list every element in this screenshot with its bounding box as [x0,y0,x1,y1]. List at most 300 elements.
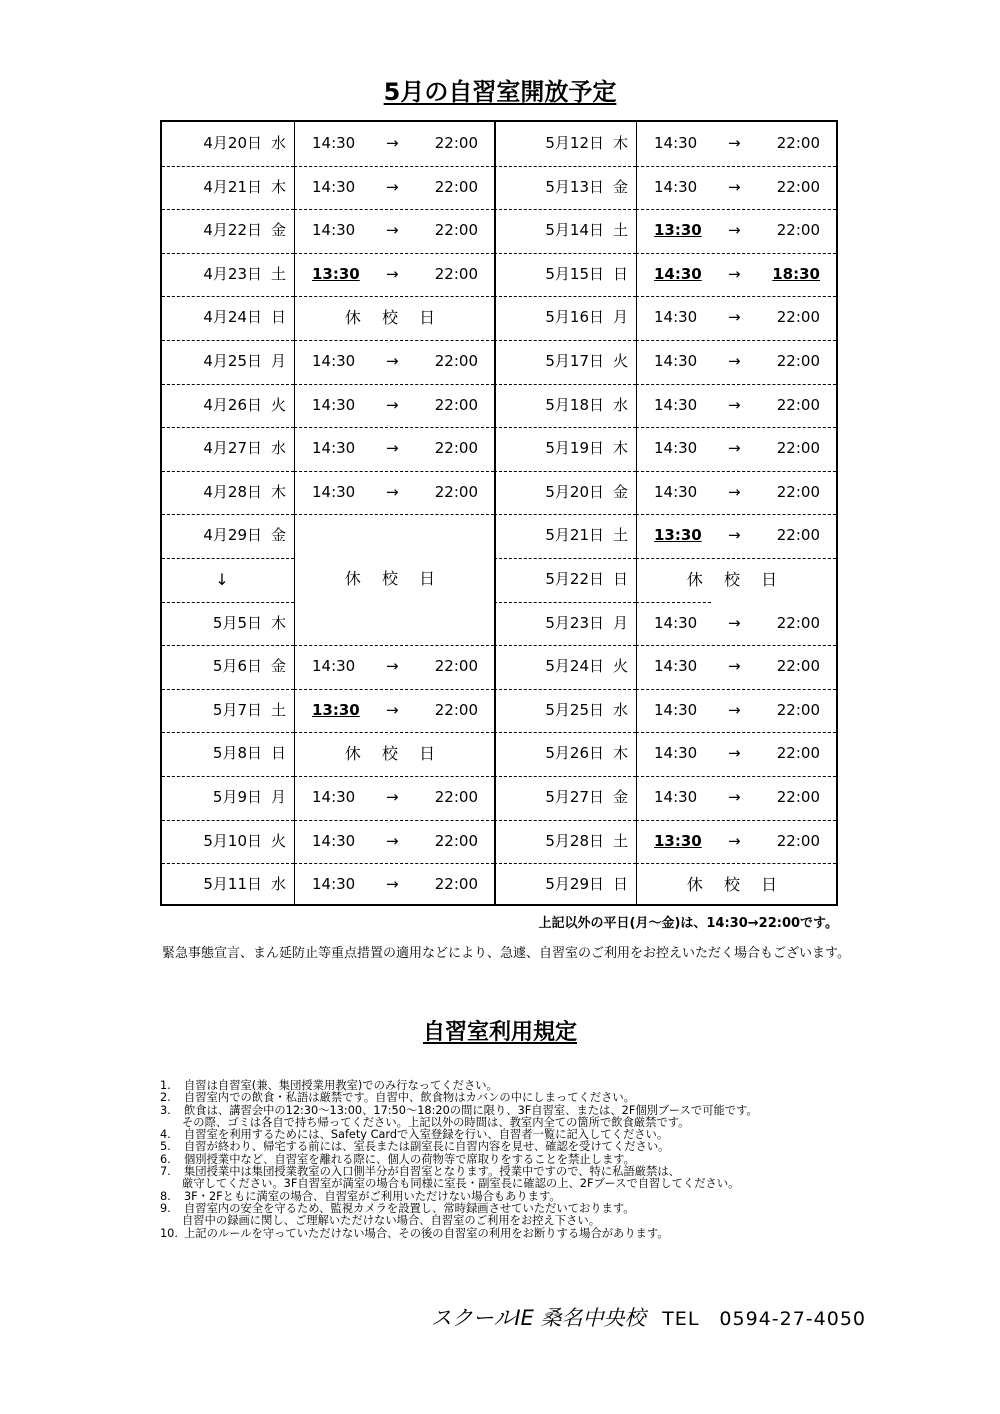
row-divider [162,820,294,821]
weekday-label: 月 [612,308,628,327]
rule-text: 上記のルールを守っていただけない場合、その後の自習室の利用をお断りする場合があります。 [184,1226,669,1240]
start-time: 14:30 [312,177,356,196]
date-cell [162,384,294,428]
row-divider [494,689,636,690]
time-cell [636,253,836,297]
date-cell [162,863,294,907]
row-divider [494,384,636,385]
end-time: 22:00 [776,526,820,545]
date-cell [162,340,294,384]
date-label: 5月9日 [212,788,262,806]
end-time: 22:00 [776,744,820,763]
start-time: 14:30 [654,308,698,327]
arrow-icon: → [728,831,741,850]
row-divider [636,209,836,210]
time-cell [294,863,494,907]
start-time: 14:30 [654,788,698,806]
date-cell [162,296,294,340]
row-divider [294,384,494,385]
end-time: 22:00 [434,875,478,894]
row-divider [162,558,294,559]
rule-number: 2. [160,1091,171,1105]
school-name: スクールIE 桑名中央校 [430,1306,646,1330]
weekday-label: 金 [612,788,628,806]
arrow-icon: → [386,788,399,806]
date-label: 5月21日 [545,526,604,545]
date-label: 4月27日 [203,439,262,458]
arrow-icon: → [728,352,741,370]
row-divider [636,732,836,733]
weekday-label: 日 [270,744,286,763]
row-divider [494,602,636,603]
row-divider [162,689,294,690]
end-time: 22:00 [776,177,820,196]
date-cell [494,471,636,515]
start-time: 13:30 [654,831,702,850]
start-time: 14:30 [654,177,698,196]
date-label: 4月24日 [203,308,262,327]
arrow-icon: → [728,526,741,545]
start-time: 14:30 [654,134,698,152]
time-cell [294,122,494,166]
rules-list [160,1080,850,1240]
arrow-icon: → [386,134,399,152]
weekday-label: 土 [270,264,286,283]
row-divider [494,514,636,515]
row-divider [494,732,636,733]
row-divider [636,602,711,603]
weekday-label: 月 [612,613,628,632]
time-cell [636,122,836,166]
date-label: 5月6日 [212,657,262,676]
row-divider [636,863,836,864]
date-label: 5月25日 [545,700,604,719]
arrow-icon: → [386,657,399,676]
date-cell [494,820,636,864]
end-time: 22:00 [776,308,820,327]
time-cell [294,820,494,864]
rule-text: 3F・2Fともに満室の場合、自習室がご利用いただけない場合もあります。 [184,1189,561,1203]
arrow-icon: → [728,264,741,283]
date-label: 5月17日 [545,352,604,370]
arrow-icon: → [386,221,399,240]
row-divider [162,340,294,341]
date-label: 4月28日 [203,482,262,501]
weekday-label: 木 [612,744,628,763]
date-label: 5月15日 [545,264,604,283]
down-arrow: ↓ [215,570,229,589]
row-divider [494,296,636,297]
weekday-note: 上記以外の平日(月～金)は、14:30→22:00です。 [538,916,838,931]
row-divider [636,166,836,167]
start-time: 14:30 [654,613,698,632]
row-divider [162,166,294,167]
rule-number: 8. [160,1189,171,1203]
arrow-icon: → [728,308,741,327]
start-time: 14:30 [312,657,356,676]
row-divider [636,820,836,821]
time-cell [294,776,494,820]
row-divider [494,471,636,472]
date-cell [162,820,294,864]
date-cell [162,514,294,558]
date-cell [494,340,636,384]
schedule-title: 5月の自習室開放予定 [383,78,617,106]
date-label: 4月25日 [203,352,262,370]
arrow-icon: → [728,657,741,676]
rule-text: 個別授業中など、自習室を離れる際に、個人の荷物等で席取りをすることを禁止します。 [184,1152,635,1166]
end-time: 22:00 [434,352,478,370]
row-divider [162,732,294,733]
date-label: 5月8日 [212,744,262,763]
start-time: 14:30 [312,352,356,370]
end-time: 22:00 [434,657,478,676]
row-divider [636,384,836,385]
weekday-label: 火 [612,657,628,676]
row-divider [494,776,636,777]
date-cell [494,384,636,428]
row-divider [294,514,494,515]
arrow-icon: → [386,264,399,283]
date-cell [494,253,636,297]
date-cell [494,689,636,733]
rule-text: その際、ゴミは各自で持ち帰ってください。上記以外の時間は、教室内全ての箇所で飲食厳禁です。 [182,1115,690,1129]
start-time: 14:30 [654,657,698,676]
weekday-label: 金 [612,177,628,196]
weekday-label: 火 [270,395,286,414]
rule-number: 10. [160,1226,178,1240]
row-divider [636,427,836,428]
date-label: 4月29日 [203,526,262,545]
schedule-table [160,120,838,906]
row-divider [162,863,294,864]
weekday-label: 金 [270,526,286,545]
arrow-icon: → [728,177,741,196]
rule-number: 4. [160,1128,171,1142]
start-time: 14:30 [654,352,698,370]
date-cell [162,122,294,166]
start-time: 13:30 [312,700,360,719]
time-cell [636,209,836,253]
date-cell [494,209,636,253]
rule-text: 自習室を利用するためには、Safety Cardで入室登録を行い、自習者一覧に記入してください。 [184,1128,669,1142]
arrow-icon: → [728,221,741,240]
rule-text: 自習は自習室(兼、集団授業用教室)でのみ行なってください。 [184,1079,498,1092]
row-divider [162,296,294,297]
end-time: 22:00 [776,700,820,719]
weekday-label: 火 [612,352,628,370]
row-divider [294,776,494,777]
rules-title: 自習室利用規定 [422,1020,577,1045]
row-divider [636,471,836,472]
weekday-label: 土 [612,831,628,850]
date-label: 5月23日 [545,613,604,632]
date-cell [494,776,636,820]
weekday-label: 火 [270,831,286,850]
arrow-icon: → [386,482,399,501]
row-divider [294,340,494,341]
date-label: 5月20日 [545,482,604,501]
row-divider [294,863,494,864]
weekday-label: 金 [612,482,628,501]
rule-text: 厳守してください。3F自習室が満室の場合も同様に室長・副室長に確認の上、2Fブースで自習してください。 [182,1177,740,1191]
start-time: 14:30 [312,875,356,894]
rule-text: 自習中の録画に関し、ご理解いただけない場合、自習室のご利用をお控え下さい。 [182,1214,600,1228]
weekday-label: 水 [270,875,286,894]
rule-text: 自習室内での飲食・私語は厳禁です。自習中、飲食物はカバンの中にしまってください。 [184,1091,635,1105]
arrow-icon: → [728,395,741,414]
weekday-label: 土 [612,221,628,240]
rule-text: 自習室内の安全を守るため、監視カメラを設置し、常時録画させていただいております。 [184,1201,635,1215]
end-time: 22:00 [776,439,820,458]
date-label: 5月11日 [203,875,262,894]
date-cell [494,732,636,776]
date-cell [162,471,294,515]
arrow-icon: → [386,395,399,414]
date-label: 5月16日 [545,308,604,327]
weekday-label: 日 [270,308,286,327]
end-time: 22:00 [776,352,820,370]
time-cell [636,514,836,558]
date-label: 5月10日 [203,831,262,850]
end-time: 22:00 [776,613,820,632]
row-divider [162,427,294,428]
end-time: 22:00 [434,831,478,850]
time-cell [294,384,494,428]
start-time: 14:30 [654,744,698,763]
row-divider [162,471,294,472]
weekday-label: 木 [612,134,628,152]
date-label: 5月24日 [545,657,604,676]
row-divider [294,471,494,472]
start-time: 14:30 [312,395,356,414]
end-time: 22:00 [776,482,820,501]
end-time: 22:00 [776,395,820,414]
end-time: 22:00 [434,221,478,240]
date-label: 5月12日 [545,134,604,152]
row-divider [294,732,494,733]
end-time: 22:00 [776,831,820,850]
start-time: 14:30 [654,700,698,719]
time-cell [636,602,836,646]
date-cell [162,732,294,776]
row-divider [494,340,636,341]
time-cell [636,471,836,515]
date-cell [494,645,636,689]
time-cell [636,732,836,776]
emergency-note: 緊急事態宣言、まん延防止等重点措置の適用などにより、急遽、自習室のご利用をお控えいただく場合もございます。 [162,946,850,961]
time-cell [636,776,836,820]
closed-label: 休 校 日 [686,875,786,895]
arrow-icon: → [728,744,741,763]
end-time: 22:00 [776,134,820,152]
weekday-label: 日 [612,264,628,283]
footer [431,1302,866,1332]
rule-text: 飲食は、講習会中の12:30～13:00、17:50～18:20の間に限り、3F自習室、または、2F個別ブースで可能です。 [184,1103,758,1117]
weekday-label: 日 [612,570,628,588]
weekday-label: 木 [612,439,628,458]
arrow-icon: → [728,134,741,152]
end-time: 22:00 [434,134,478,152]
date-cell [494,166,636,210]
time-cell [636,427,836,471]
date-cell [162,166,294,210]
rule-text: 自習が終わり、帰宅する前には、室長または副室長に自習内容を見せ、確認を受けてください。 [184,1140,670,1154]
time-cell [294,209,494,253]
row-divider [636,253,836,254]
time-cell [294,340,494,384]
time-cell [636,645,836,689]
weekday-label: 水 [270,439,286,458]
arrow-icon: → [728,482,741,501]
start-time: 13:30 [654,526,702,545]
arrow-icon: → [728,788,741,806]
time-cell [636,296,836,340]
arrow-icon: → [386,700,399,719]
time-cell [636,384,836,428]
end-time: 22:00 [434,439,478,458]
row-divider [294,209,494,210]
date-cell [162,689,294,733]
end-time: 22:00 [434,264,478,283]
date-label: 5月7日 [212,700,262,719]
end-time: 22:00 [776,657,820,676]
date-label: 5月29日 [545,875,604,894]
row-divider [636,296,836,297]
date-cell [494,558,636,602]
date-label: 5月13日 [545,177,604,196]
closed-label: 休 校 日 [344,308,444,328]
row-divider [636,514,836,515]
date-cell [494,427,636,471]
start-time: 14:30 [312,439,356,458]
end-time: 22:00 [434,482,478,501]
row-divider [162,514,294,515]
weekday-label: 木 [270,177,286,196]
row-divider [636,689,836,690]
date-label: 4月23日 [203,264,262,283]
row-divider [494,427,636,428]
time-cell [636,820,836,864]
date-label: 5月22日 [545,570,604,588]
time-cell [636,166,836,210]
arrow-icon: → [386,831,399,850]
arrow-icon: → [386,177,399,196]
time-cell [636,340,836,384]
time-cell [294,427,494,471]
date-cell [162,253,294,297]
row-divider [494,645,636,646]
row-divider [162,776,294,777]
row-divider [294,253,494,254]
date-cell [162,427,294,471]
arrow-icon: → [386,352,399,370]
date-label: 5月5日 [212,613,262,632]
row-divider [494,209,636,210]
date-cell [494,602,636,646]
weekday-label: 土 [270,700,286,719]
row-divider [294,689,494,690]
arrow-icon: → [386,875,399,894]
end-time: 18:30 [772,264,820,283]
time-cell [294,166,494,210]
end-time: 22:00 [434,700,478,719]
start-time: 14:30 [312,788,356,806]
date-label: 5月28日 [545,831,604,850]
row-divider [162,645,294,646]
row-divider [494,820,636,821]
date-label: 5月27日 [545,788,604,806]
row-divider [294,645,494,646]
arrow-icon: → [728,439,741,458]
start-time: 14:30 [654,482,698,501]
arrow-icon: → [386,439,399,458]
date-cell [494,296,636,340]
date-cell [162,209,294,253]
start-time: 14:30 [312,134,356,152]
row-divider [636,558,836,559]
row-divider [162,602,294,603]
date-label: 5月18日 [545,395,604,414]
arrow-icon: → [728,613,741,632]
weekday-label: 月 [270,352,286,370]
row-divider [494,166,636,167]
start-time: 14:30 [654,264,702,283]
closed-label: 休 校 日 [344,744,444,764]
date-cell [494,514,636,558]
date-cell [494,863,636,907]
start-time: 14:30 [312,831,356,850]
time-cell [294,689,494,733]
rule-number: 1. [160,1079,171,1092]
weekday-label: 水 [612,395,628,414]
row-divider [294,820,494,821]
row-divider [294,166,494,167]
arrow-icon: → [728,700,741,719]
weekday-label: 水 [270,134,286,152]
weekday-label: 水 [612,700,628,719]
weekday-label: 木 [270,482,286,501]
weekday-label: 金 [270,221,286,240]
rule-number: 6. [160,1152,171,1166]
row-divider [636,645,836,646]
rule-item [160,1228,850,1240]
start-time: 14:30 [654,395,698,414]
row-divider [636,776,836,777]
weekday-label: 土 [612,526,628,545]
date-label: 5月19日 [545,439,604,458]
closed-label: 休 校 日 [344,569,444,589]
time-cell [294,253,494,297]
end-time: 22:00 [776,788,820,806]
date-cell [162,602,294,646]
rule-number: 9. [160,1201,171,1215]
date-cell [162,776,294,820]
end-time: 22:00 [434,395,478,414]
row-divider [162,253,294,254]
row-divider [636,340,836,341]
date-label: 4月22日 [203,221,262,240]
rule-number: 5. [160,1140,171,1154]
date-label: 4月20日 [203,134,262,152]
date-label: 5月26日 [545,744,604,763]
time-cell [294,645,494,689]
date-cell [494,122,636,166]
date-label: 5月14日 [545,221,604,240]
date-cell [162,558,294,602]
start-time: 14:30 [312,221,356,240]
rule-text: 集団授業中は集団授業教室の入口側半分が自習室となります。授業中ですので、特に私語厳禁は、 [184,1165,680,1179]
